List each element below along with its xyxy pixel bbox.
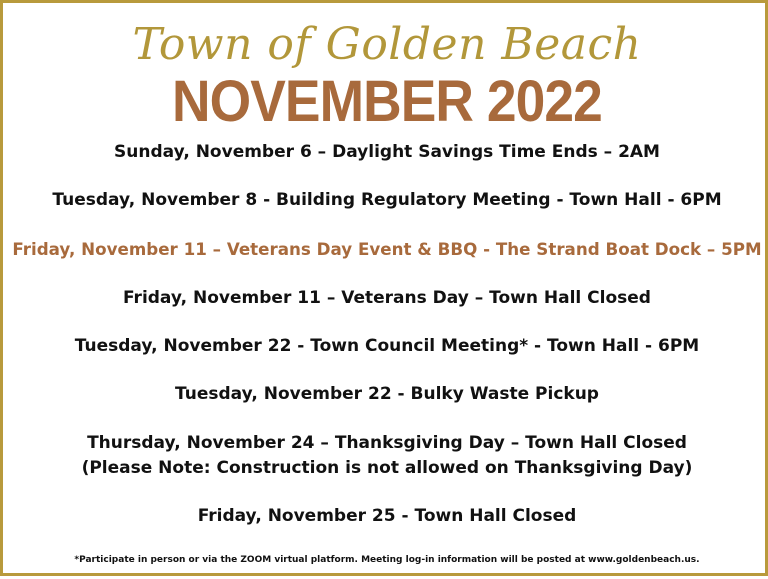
event-item: Tuesday, November 22 - Town Council Meeting* - Town Hall - 6PM <box>74 336 700 356</box>
event-item-highlighted: Friday, November 11 – Veterans Day Event & BBQ - The Strand Boat Dock – 5PM <box>12 239 762 259</box>
event-item: Friday, November 25 - Town Hall Closed <box>197 506 577 526</box>
event-list <box>3 3 768 579</box>
event-item: Friday, November 11 – Veterans Day – Town Hall Closed <box>123 288 651 308</box>
event-item: Tuesday, November 8 - Building Regulatory Meeting - Town Hall - 6PM <box>52 190 722 210</box>
town-title: Town of Golden Beach <box>132 19 642 70</box>
event-item: Tuesday, November 22 - Bulky Waste Pickup <box>175 384 599 404</box>
month-heading: NOVEMBER 2022 <box>172 69 602 134</box>
event-note: (Please Note: Construction is not allowed on Thanksgiving Day) <box>81 458 693 478</box>
event-item: Sunday, November 6 – Daylight Savings Time Ends – 2AM <box>114 142 660 162</box>
event-item: Thursday, November 24 – Thanksgiving Day – Town Hall Closed <box>87 433 687 453</box>
footnote: *Participate in person or via the ZOOM virtual platform. Meeting log-in information will be posted at www.goldenbeach.us. <box>74 555 700 565</box>
